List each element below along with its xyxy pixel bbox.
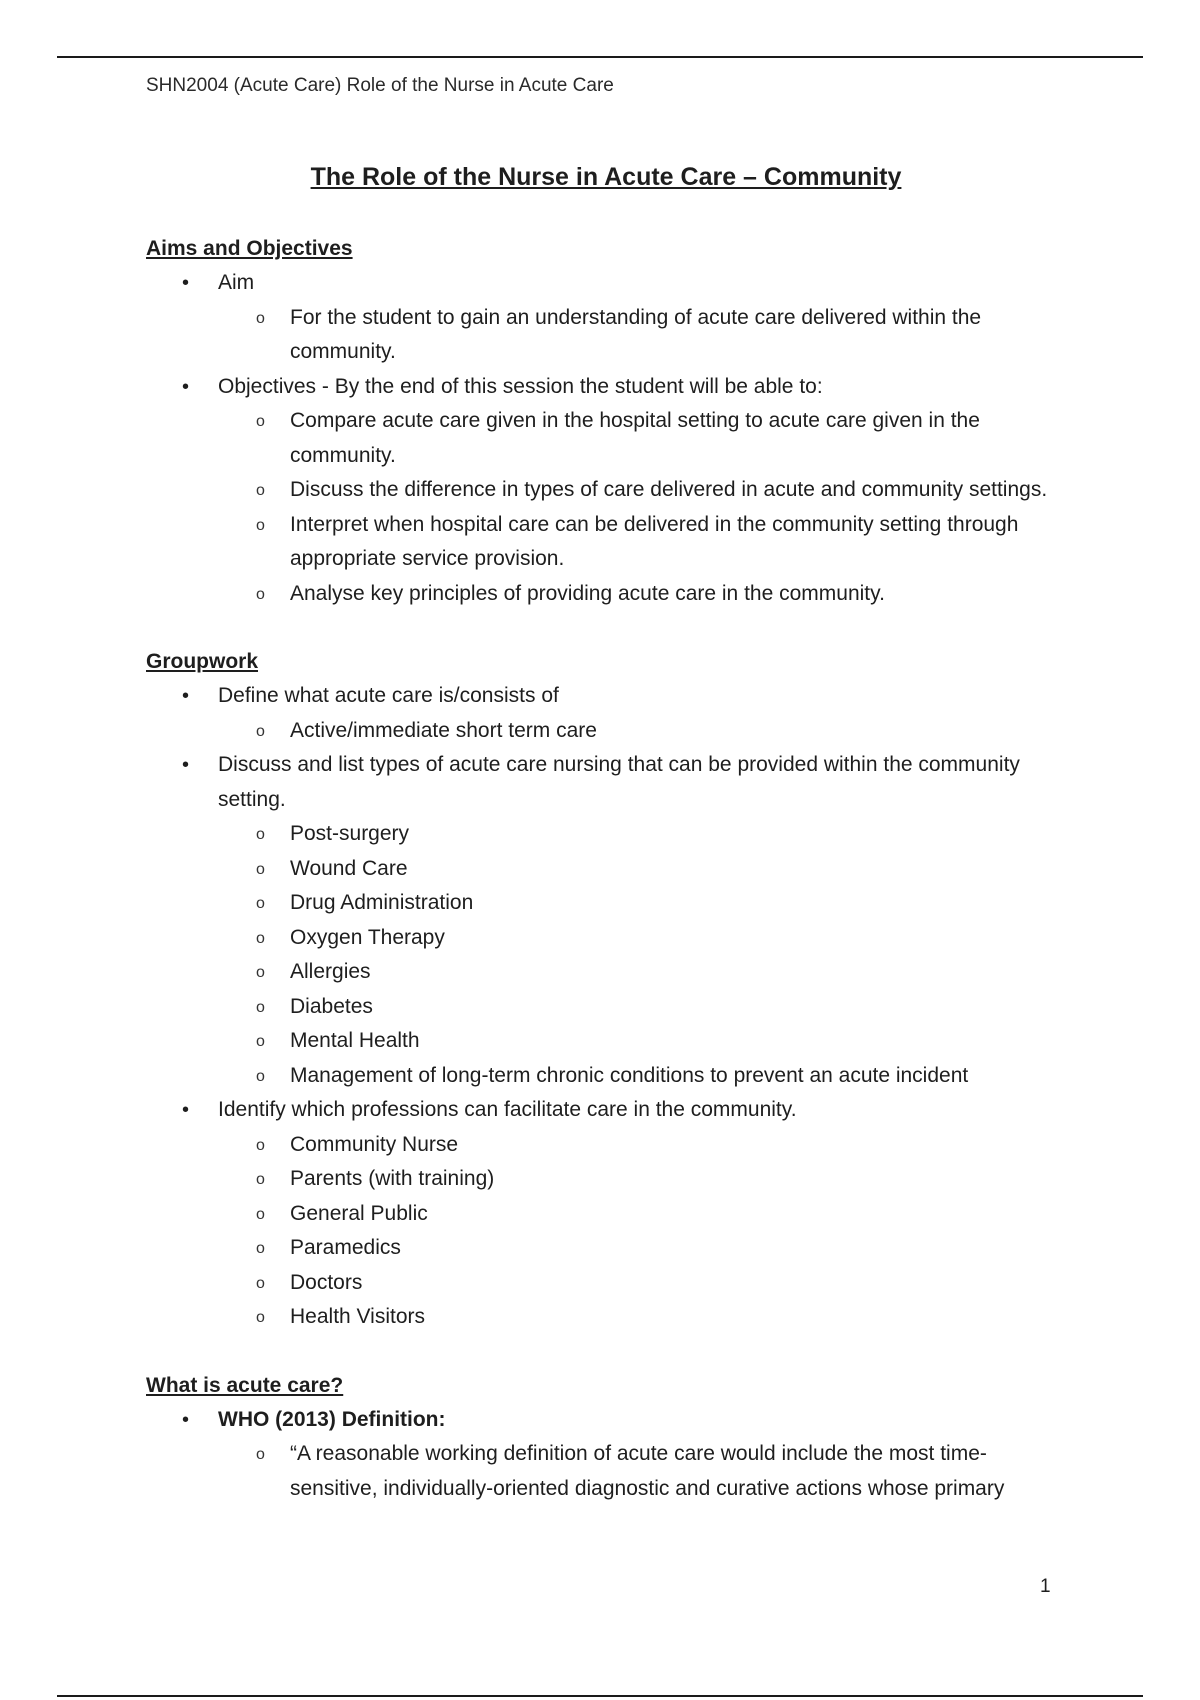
list-item: o Analyse key principles of providing acute care in the community.: [218, 577, 1066, 612]
circle-bullet-icon: o: [256, 585, 265, 603]
list-item: o Allergies: [218, 955, 1066, 990]
bullet-icon: •: [182, 1408, 190, 1431]
circle-bullet-icon: o: [256, 413, 265, 430]
bullet-icon: •: [182, 375, 190, 398]
circle-bullet-icon: o: [256, 1205, 265, 1223]
aim-item: [146, 266, 1066, 370]
list-item: o For the student to gain an understanding of acute care delivered within the community.: [218, 301, 1066, 370]
groupwork-heading: Groupwork: [146, 650, 259, 673]
define-label: Define what acute care is/consists of: [218, 684, 559, 707]
list-item: o Parents (with training): [218, 1162, 1066, 1197]
list-item: o Active/immediate short term care: [218, 714, 1066, 749]
list-item: o Interpret when hospital care can be delivered in the community setting through appropriate service provision.: [218, 508, 1066, 577]
circle-bullet-icon: o: [256, 826, 265, 843]
who-label: WHO (2013) Definition:: [218, 1407, 446, 1431]
aim-label: Aim: [218, 271, 255, 294]
circle-bullet-icon: o: [256, 1309, 265, 1326]
list-item: o Wound Care: [218, 852, 1066, 887]
circle-bullet-icon: o: [256, 482, 265, 499]
circle-bullet-icon: o: [256, 1240, 265, 1257]
circle-bullet-icon: o: [256, 1067, 265, 1085]
circle-bullet-icon: o: [256, 516, 265, 534]
list-item: o Diabetes: [218, 990, 1066, 1025]
circle-bullet-icon: o: [256, 998, 265, 1016]
types-item: [146, 748, 1066, 1093]
aims-list: [146, 266, 1066, 611]
circle-bullet-icon: o: [256, 309, 265, 327]
list-item: o Doctors: [218, 1266, 1066, 1301]
define-item: [146, 679, 1066, 748]
circle-bullet-icon: o: [256, 860, 265, 878]
aims-heading: Aims and Objectives: [146, 237, 353, 260]
circle-bullet-icon: o: [256, 929, 265, 947]
list-item: o Drug Administration: [218, 886, 1066, 921]
circle-bullet-icon: o: [256, 1171, 265, 1188]
list-item: o Community Nurse: [218, 1128, 1066, 1163]
document-title: The Role of the Nurse in Acute Care – Community: [310, 163, 902, 191]
document-page: [146, 72, 1066, 1506]
objectives-sublist: [218, 404, 1066, 611]
bullet-icon: •: [182, 272, 190, 294]
groupwork-list: [146, 679, 1066, 1335]
circle-bullet-icon: o: [256, 964, 265, 981]
types-label: Discuss and list types of acute care nursing that can be provided within the community setting.: [218, 753, 1020, 811]
types-sublist: [218, 817, 1066, 1093]
footer-rule: [57, 1695, 1143, 1697]
acute-care-list: [146, 1403, 1066, 1507]
list-item: o Health Visitors: [218, 1300, 1066, 1335]
list-item: o General Public: [218, 1197, 1066, 1232]
bullet-icon: •: [182, 685, 190, 707]
circle-bullet-icon: o: [256, 1446, 265, 1463]
professions-sublist: [218, 1128, 1066, 1335]
aim-sublist: [218, 301, 1066, 370]
list-item: o Mental Health: [218, 1024, 1066, 1059]
circle-bullet-icon: o: [256, 1274, 265, 1292]
professions-label: Identify which professions can facilitate care in the community.: [218, 1098, 797, 1121]
list-item: o Discuss the difference in types of care delivered in acute and community settings.: [218, 473, 1066, 508]
bullet-icon: •: [182, 1099, 190, 1121]
list-item: o Oxygen Therapy: [218, 921, 1066, 956]
objectives-label: Objectives - By the end of this session the student will be able to:: [218, 374, 823, 398]
who-item: [146, 1403, 1066, 1507]
define-sublist: [218, 714, 1066, 749]
list-item: o Paramedics: [218, 1231, 1066, 1266]
list-item: o Post-surgery: [218, 817, 1066, 852]
who-sublist: [218, 1437, 1066, 1506]
professions-item: [146, 1093, 1066, 1335]
header-rule: [57, 56, 1143, 58]
circle-bullet-icon: o: [256, 895, 265, 912]
circle-bullet-icon: o: [256, 722, 265, 740]
circle-bullet-icon: o: [256, 1136, 265, 1154]
list-item: o “A reasonable working definition of acute care would include the most time-sensitive, individually-oriented diagnostic and curative actions whose primary: [218, 1437, 1066, 1506]
circle-bullet-icon: o: [256, 1033, 265, 1050]
page-number: 1: [1040, 1576, 1051, 1597]
objectives-item: [146, 370, 1066, 612]
acute-care-heading: What is acute care?: [146, 1373, 344, 1397]
list-item: o Compare acute care given in the hospital setting to acute care given in the community.: [218, 404, 1066, 473]
running-header: SHN2004 (Acute Care) Role of the Nurse in Acute Care: [146, 75, 614, 96]
bullet-icon: •: [182, 754, 190, 776]
list-item: o Management of long-term chronic conditions to prevent an acute incident: [218, 1059, 1066, 1094]
